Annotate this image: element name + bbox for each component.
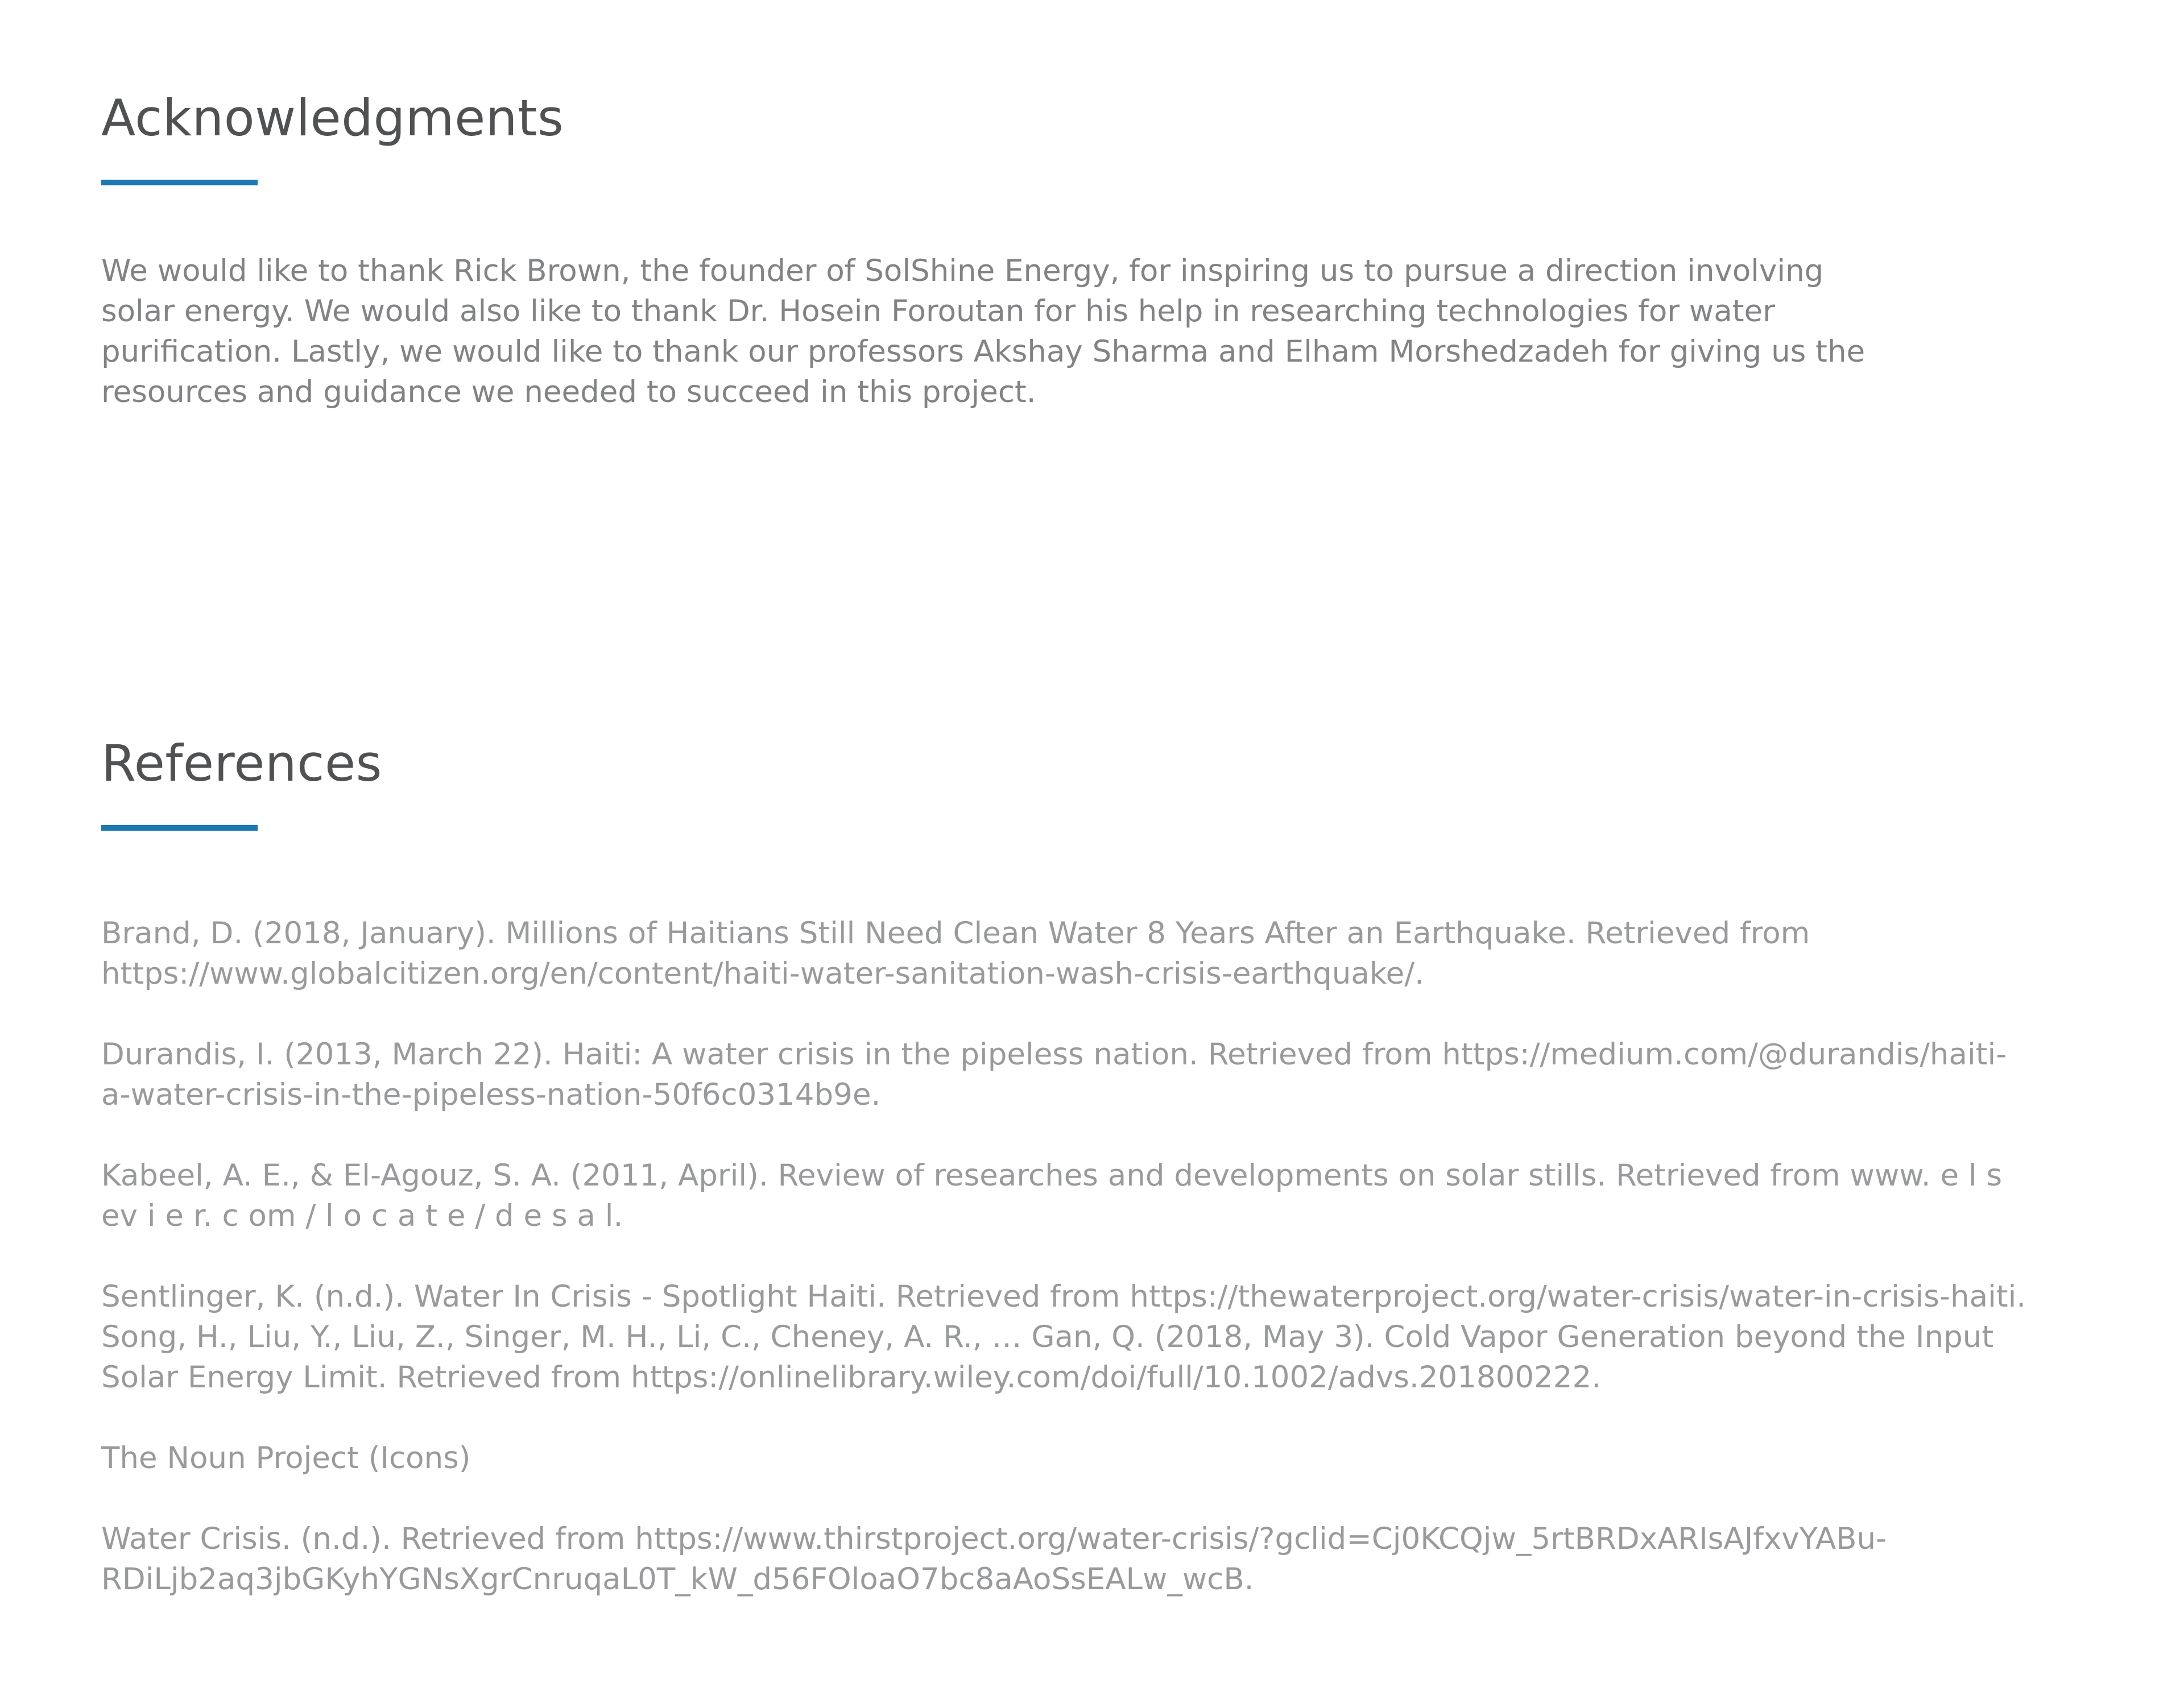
reference-item: Song, H., Liu, Y., Liu, Z., Singer, M. H., Li, C., Cheney, A. R., … Gan, Q. (2018, May 3). Cold Vapor Generation beyond the Input Solar Energy Limit. Retrieved from https://onlinelibrary.wiley.com/doi/full/10.1002/advs.201800222. xyxy=(101,1320,1994,1395)
reference-item: The Noun Project (Icons) xyxy=(101,1441,471,1475)
references-heading: References xyxy=(101,734,382,793)
reference-list xyxy=(101,913,2035,1599)
acknowledgments-heading: Acknowledgments xyxy=(101,89,564,147)
reference-item: Kabeel, A. E., & El-Agouz, S. A. (2011, April). Review of researches and developments on solar stills. Retrieved from www. e l s ev i e r. c om / l o c a t e / d e s a l. xyxy=(101,1158,2003,1233)
reference-item: Water Crisis. (n.d.). Retrieved from https://www.thirstproject.org/water-crisis/?gclid=Cj0KCQjw_5rtBRDxARIsAJfxvYABu-RDiLjb2aq3jbGKyhYGNsXgrCnruqaL0T_kW_d56FOloaO7bc8aAoSsEALw_wcB. xyxy=(101,1522,1887,1597)
acknowledgments-body: We would like to thank Rick Brown, the founder of SolShine Energy, for inspiring us to pursue a direction involving solar energy. We would also like to thank Dr. Hosein Foroutan for his help in researching technologies for water purification. Lastly, we would like to thank our professors Akshay Sharma and Elham Morshedzadeh for giving us the resources and guidance we needed to succeed in this project. xyxy=(101,254,1866,409)
reference-item: Brand, D. (2018, January). Millions of Haitians Still Need Clean Water 8 Years After an Earthquake. Retrieved from https://www.globalcitizen.org/en/content/haiti-water-sanitation-wash-crisis-earthquake/. xyxy=(101,916,1810,991)
reference-item: Durandis, I. (2013, March 22). Haiti: A water crisis in the pipeless nation. Retrieved from https://medium.com/@durandis/haiti-a-water-crisis-in-the-pipeless-nation-50f6c0314b9e. xyxy=(101,1037,2007,1112)
references-section xyxy=(101,731,2035,1599)
acknowledgments-section xyxy=(101,85,1876,412)
acknowledgments-accent-rule xyxy=(101,180,258,185)
reference-item: Sentlinger, K. (n.d.). Water In Crisis - Spotlight Haiti. Retrieved from https://thewaterproject.org/water-crisis/water-in-crisis-haiti. xyxy=(101,1279,2026,1314)
references-accent-rule xyxy=(101,825,258,831)
